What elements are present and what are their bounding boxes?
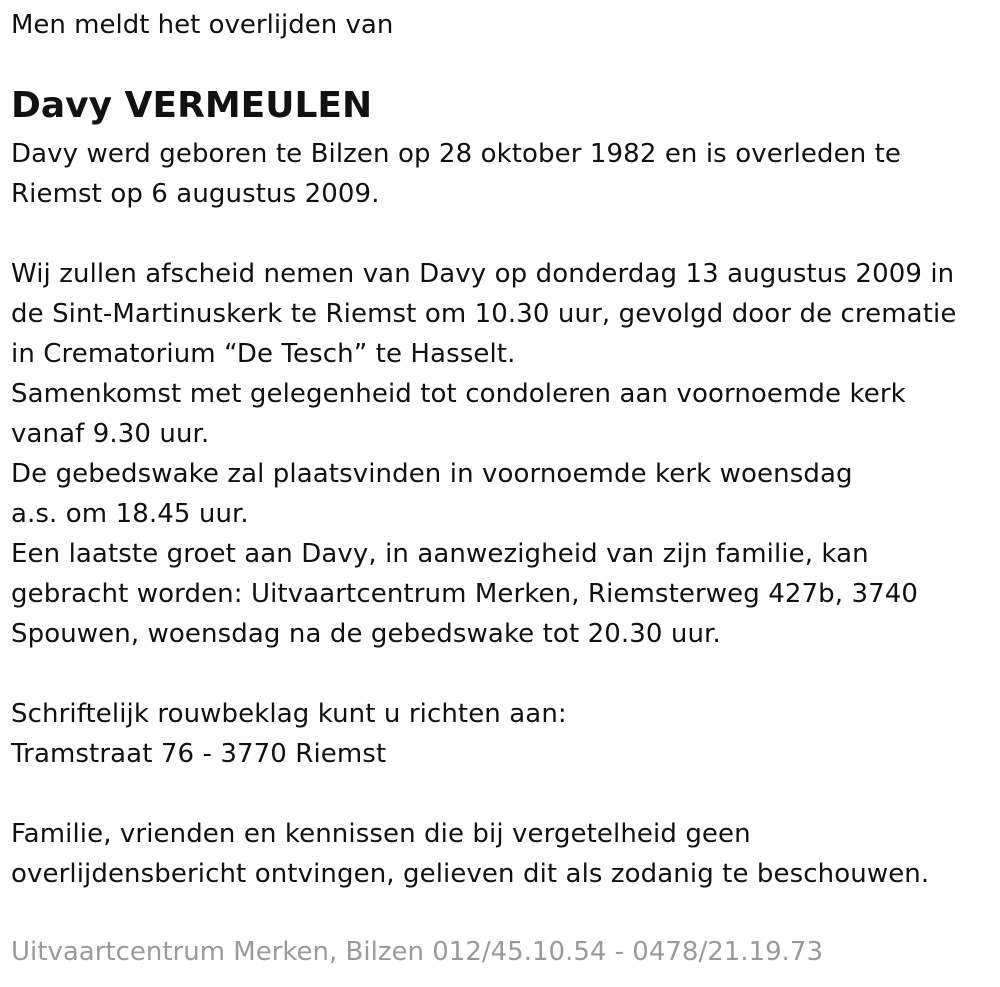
notice-line: Een laatste groet aan Davy, in aanwezigheid van zijn familie, kan bbox=[11, 539, 869, 569]
notice-line: gebracht worden: Uitvaartcentrum Merken, Riemsterweg 427b, 3740 bbox=[11, 579, 919, 609]
notice-line: Samenkomst met gelegenheid tot condoleren aan voornoemde kerk bbox=[11, 379, 906, 409]
notice-line: Familie, vrienden en kennissen die bij vergetelheid geen bbox=[11, 819, 751, 849]
notice-line: Spouwen, woensdag na de gebedswake tot 20.30 uur. bbox=[11, 619, 721, 649]
notice-line: Tramstraat 76 - 3770 Riemst bbox=[11, 739, 387, 769]
notice-line: Riemst op 6 augustus 2009. bbox=[11, 179, 380, 209]
notice-line: overlijdensbericht ontvingen, gelieven dit als zodanig te beschouwen. bbox=[11, 859, 930, 889]
notice-line: in Crematorium “De Tesch” te Hasselt. bbox=[11, 339, 516, 369]
notice-line: de Sint-Martinuskerk te Riemst om 10.30 uur, gevolgd door de crematie bbox=[11, 299, 957, 329]
funeral-home-footer: Uitvaartcentrum Merken, Bilzen 012/45.10.54 - 0478/21.19.73 bbox=[11, 937, 824, 967]
notice-line: De gebedswake zal plaatsvinden in voornoemde kerk woensdag bbox=[11, 459, 853, 489]
notice-line: vanaf 9.30 uur. bbox=[11, 419, 210, 449]
notice-line: Wij zullen afscheid nemen van Davy op donderdag 13 augustus 2009 in bbox=[11, 259, 955, 289]
notice-line: Schriftelijk rouwbeklag kunt u richten aan: bbox=[11, 699, 567, 729]
intro-text: Men meldt het overlijden van bbox=[11, 10, 394, 40]
deceased-name: Davy VERMEULEN bbox=[11, 85, 373, 126]
notice-line: a.s. om 18.45 uur. bbox=[11, 499, 249, 529]
notice-line: Davy werd geboren te Bilzen op 28 oktober 1982 en is overleden te bbox=[11, 139, 902, 169]
